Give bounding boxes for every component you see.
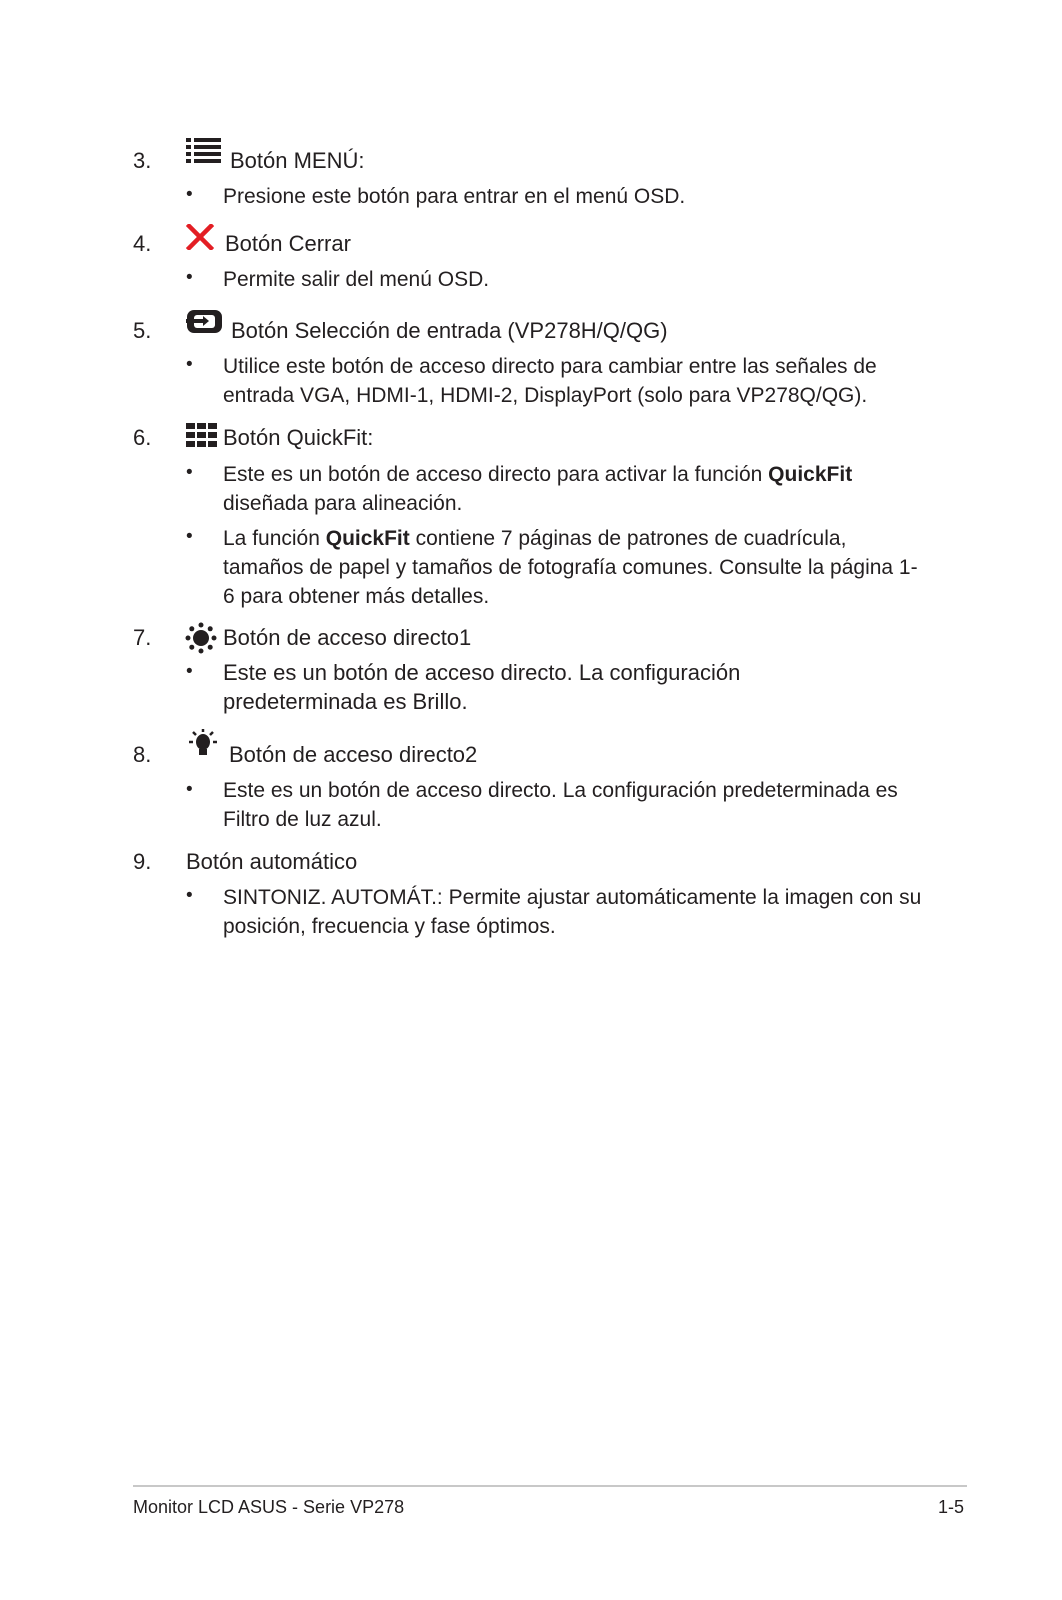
quickfit-grid-icon [186,423,217,447]
item-number: 3. [133,148,152,173]
input-select-icon [186,309,224,335]
item-title-shortcut2: Botón de acceso directo2 [229,742,478,767]
bullet-marker: • [186,661,193,682]
quickfit-bold: QuickFit [325,527,410,550]
bullet-text: Utilice este botón de acceso directo para cambiar entre las señales de entrada VGA, HDMI-1, HDMI-2, DisplayPort (solo para VP278Q/QG). [223,355,877,407]
bullet-text: Presione este botón para entrar en el menú OSD. [223,185,686,208]
item-title-shortcut1: Botón de acceso directo1 [223,625,472,650]
bullet-text: Permite salir del menú OSD. [223,268,490,291]
bullet-marker: • [186,526,193,547]
bullet-marker: • [186,779,193,800]
item-title-auto: Botón automático [186,849,358,874]
item-number: 7. [133,625,152,650]
menu-list-icon [186,137,222,163]
close-x-icon [186,224,214,250]
bullet-marker: • [186,267,193,288]
quickfit-bold: QuickFit [768,463,853,486]
page-number: 1-5 [938,1497,965,1517]
bullet-marker: • [186,184,193,205]
bullet-marker: • [186,354,193,375]
bullet-marker: • [186,885,193,906]
item-title-close: Botón Cerrar [225,231,351,256]
brightness-sun-icon [185,622,217,654]
item-title-menu: Botón MENÚ: [230,148,365,173]
item-title-input-select: Botón Selección de entrada (VP278H/Q/QG) [231,318,668,343]
bullet-text: SINTONIZ. AUTOMÁT.: Permite ajustar automáticamente la imagen con su posición, frecuencia y fase óptimos. [223,886,922,938]
bullet-text: La función QuickFit contiene 7 páginas de patrones de cuadrícula, tamaños de papel y tamaños de fotografía comunes. Consulte la página 1-6 para obtener más detalles. [223,527,918,608]
footer-divider [133,1485,967,1487]
item-number: 5. [133,318,152,343]
item-title-quickfit: Botón QuickFit: [223,425,374,450]
bullet-text: Este es un botón de acceso directo. La configuración predeterminada es Brillo. [223,660,741,714]
footer-title: Monitor LCD ASUS - Serie VP278 [133,1497,405,1517]
bullet-marker: • [186,462,193,483]
item-number: 9. [133,849,152,874]
item-number: 4. [133,231,152,256]
item-number: 6. [133,425,152,450]
bullet-text: Este es un botón de acceso directo para activar la función QuickFit diseñada para alineación. [223,463,853,515]
blue-light-bulb-icon [186,728,220,758]
item-number: 8. [133,742,152,767]
bullet-text: Este es un botón de acceso directo. La configuración predeterminada es Filtro de luz azul. [223,779,898,831]
